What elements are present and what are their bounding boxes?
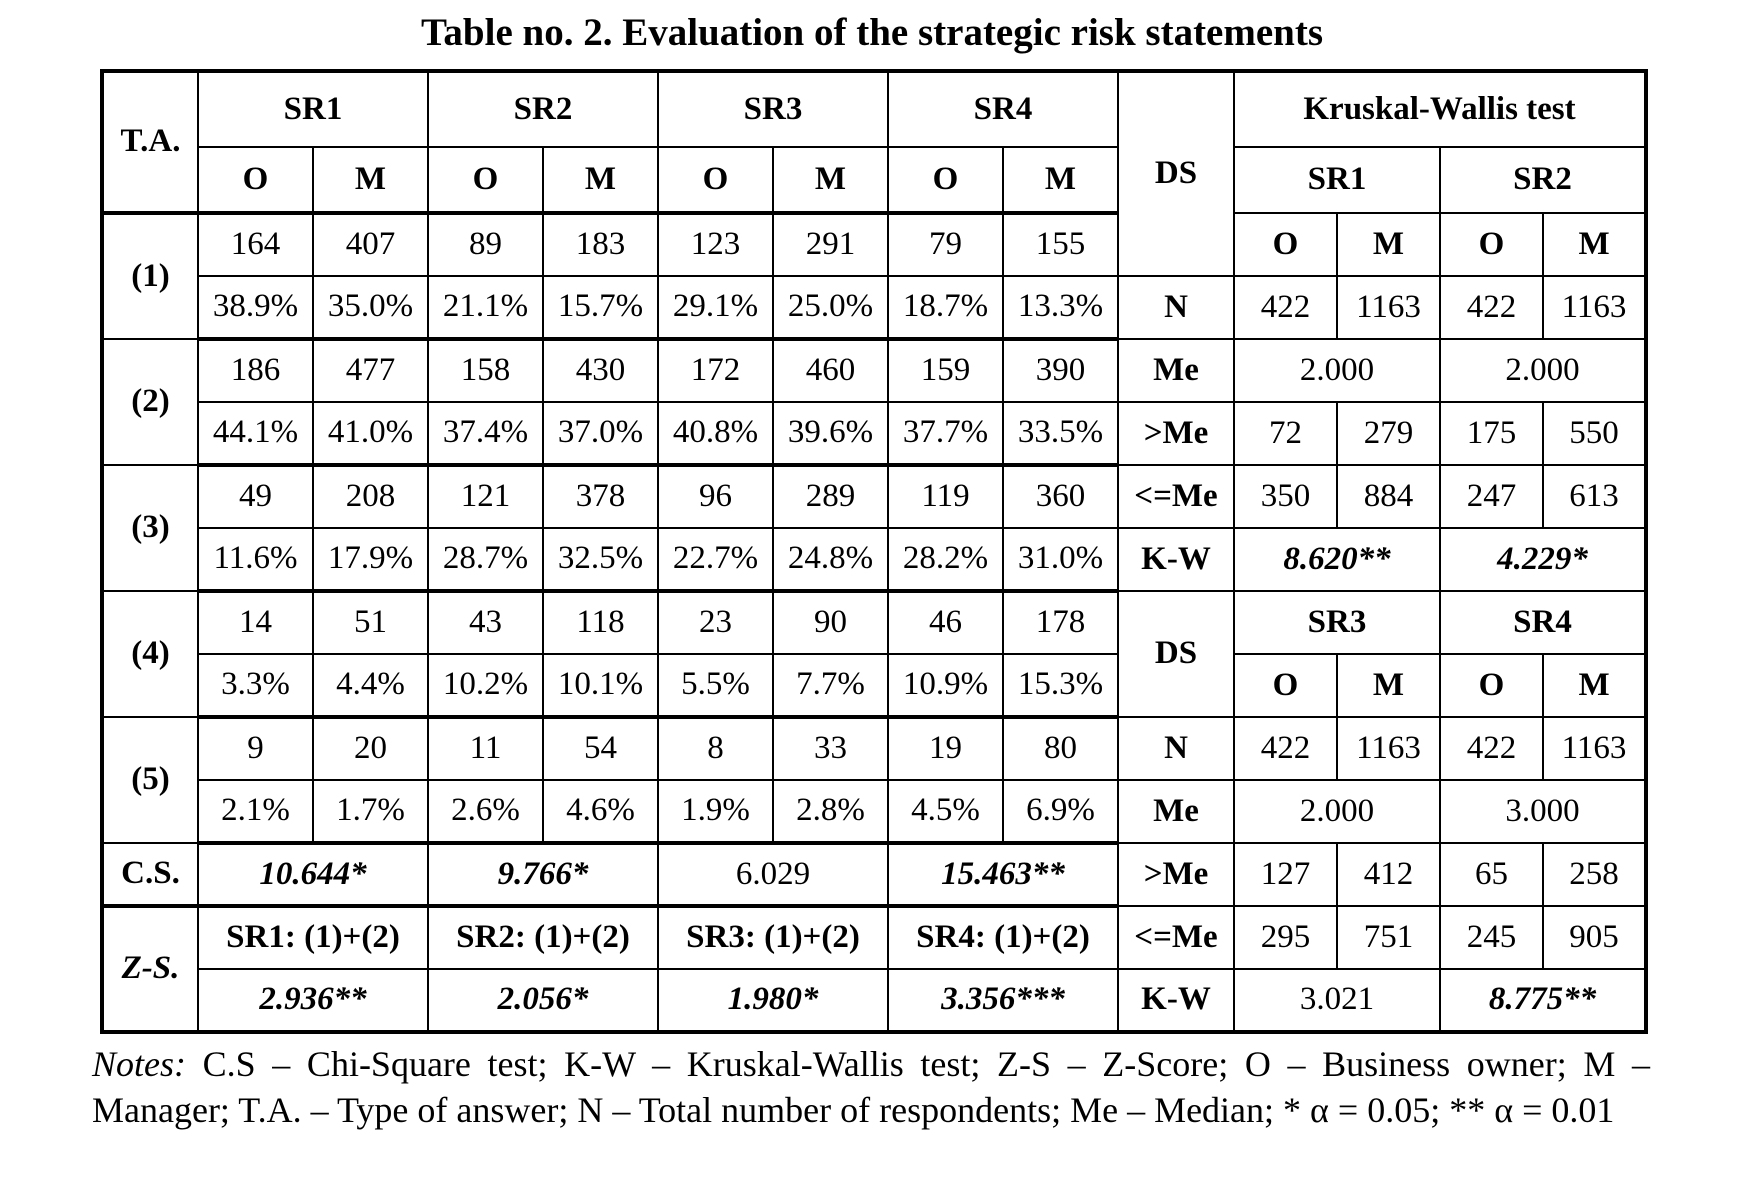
percent-cell: 17.9% xyxy=(313,528,428,591)
n-value: 1163 xyxy=(1543,276,1646,339)
kw-om-header: O xyxy=(1234,213,1337,276)
evaluation-table xyxy=(100,69,1648,1034)
count-cell: 43 xyxy=(428,591,543,654)
le-me-value: 245 xyxy=(1440,906,1543,969)
kw-sr-header: SR4 xyxy=(1440,591,1646,654)
gt-me-value: 550 xyxy=(1543,402,1646,465)
count-cell: 390 xyxy=(1003,339,1118,402)
sr-group-header: SR2 xyxy=(428,71,658,147)
le-me-value: 295 xyxy=(1234,906,1337,969)
percent-cell: 29.1% xyxy=(658,276,773,339)
count-cell: 33 xyxy=(773,717,888,780)
count-cell: 123 xyxy=(658,213,773,276)
count-cell: 19 xyxy=(888,717,1003,780)
stat-label: K-W xyxy=(1118,528,1234,591)
notes-body: C.S – Chi-Square test; K-W – Kruskal-Wallis test; Z-S – Z-Score; O – Business owner; M – Manager; T.A. – Type of answer; N – Total number of respondents; Me – Median; * α = 0.05; ** α = 0.01 xyxy=(92,1043,1651,1130)
om-header: M xyxy=(543,147,658,213)
count-cell: 155 xyxy=(1003,213,1118,276)
count-cell: 164 xyxy=(198,213,313,276)
percent-cell: 2.8% xyxy=(773,780,888,843)
zs-value: 2.056* xyxy=(428,969,658,1032)
count-cell: 20 xyxy=(313,717,428,780)
count-cell: 119 xyxy=(888,465,1003,528)
cs-label: C.S. xyxy=(102,843,198,906)
count-cell: 96 xyxy=(658,465,773,528)
cs-value: 9.766* xyxy=(428,843,658,906)
count-cell: 460 xyxy=(773,339,888,402)
gt-me-value: 127 xyxy=(1234,843,1337,906)
n-value: 1163 xyxy=(1337,717,1440,780)
le-me-value: 751 xyxy=(1337,906,1440,969)
percent-cell: 22.7% xyxy=(658,528,773,591)
le-me-value: 613 xyxy=(1543,465,1646,528)
kw-value: 3.021 xyxy=(1234,969,1440,1032)
percent-cell: 37.0% xyxy=(543,402,658,465)
om-header: O xyxy=(658,147,773,213)
zs-formula: SR3: (1)+(2) xyxy=(658,906,888,969)
om-header: M xyxy=(773,147,888,213)
om-header: M xyxy=(313,147,428,213)
ds-header: DS xyxy=(1118,591,1234,717)
kw-sr-header: SR2 xyxy=(1440,147,1646,213)
kw-om-header: M xyxy=(1543,213,1646,276)
count-cell: 89 xyxy=(428,213,543,276)
count-cell: 121 xyxy=(428,465,543,528)
kw-sr-header: SR1 xyxy=(1234,147,1440,213)
percent-cell: 1.9% xyxy=(658,780,773,843)
count-cell: 289 xyxy=(773,465,888,528)
answer-label: (4) xyxy=(102,591,198,717)
count-cell: 360 xyxy=(1003,465,1118,528)
count-cell: 79 xyxy=(888,213,1003,276)
count-cell: 54 xyxy=(543,717,658,780)
stat-label: K-W xyxy=(1118,969,1234,1032)
percent-cell: 39.6% xyxy=(773,402,888,465)
kw-sr-header: SR3 xyxy=(1234,591,1440,654)
ta-header: T.A. xyxy=(102,71,198,213)
percent-cell: 18.7% xyxy=(888,276,1003,339)
count-cell: 49 xyxy=(198,465,313,528)
zs-value: 2.936** xyxy=(198,969,428,1032)
n-value: 422 xyxy=(1234,717,1337,780)
gt-me-value: 72 xyxy=(1234,402,1337,465)
le-me-value: 905 xyxy=(1543,906,1646,969)
kw-test-header: Kruskal-Wallis test xyxy=(1234,71,1646,147)
percent-cell: 11.6% xyxy=(198,528,313,591)
count-cell: 158 xyxy=(428,339,543,402)
gt-me-value: 412 xyxy=(1337,843,1440,906)
answer-label: (3) xyxy=(102,465,198,591)
kw-value: 8.775** xyxy=(1440,969,1646,1032)
percent-cell: 38.9% xyxy=(198,276,313,339)
sr-group-header: SR3 xyxy=(658,71,888,147)
stat-label: Me xyxy=(1118,339,1234,402)
answer-label: (1) xyxy=(102,213,198,339)
stat-label: N xyxy=(1118,717,1234,780)
stat-label: <=Me xyxy=(1118,465,1234,528)
table-caption: Table no. 2. Evaluation of the strategic risk statements xyxy=(420,11,1324,54)
cs-value: 6.029 xyxy=(658,843,888,906)
cs-value: 15.463** xyxy=(888,843,1118,906)
percent-cell: 2.6% xyxy=(428,780,543,843)
count-cell: 23 xyxy=(658,591,773,654)
count-cell: 14 xyxy=(198,591,313,654)
percent-cell: 28.7% xyxy=(428,528,543,591)
om-header: O xyxy=(198,147,313,213)
gt-me-value: 175 xyxy=(1440,402,1543,465)
gt-me-value: 279 xyxy=(1337,402,1440,465)
le-me-value: 247 xyxy=(1440,465,1543,528)
om-header: O xyxy=(888,147,1003,213)
percent-cell: 40.8% xyxy=(658,402,773,465)
kw-om-header: O xyxy=(1234,654,1337,717)
gt-me-value: 258 xyxy=(1543,843,1646,906)
n-value: 1163 xyxy=(1543,717,1646,780)
percent-cell: 4.4% xyxy=(313,654,428,717)
percent-cell: 37.7% xyxy=(888,402,1003,465)
count-cell: 159 xyxy=(888,339,1003,402)
om-header: M xyxy=(1003,147,1118,213)
count-cell: 178 xyxy=(1003,591,1118,654)
stat-label: <=Me xyxy=(1118,906,1234,969)
count-cell: 172 xyxy=(658,339,773,402)
stat-label: >Me xyxy=(1118,402,1234,465)
percent-cell: 32.5% xyxy=(543,528,658,591)
count-cell: 8 xyxy=(658,717,773,780)
percent-cell: 10.1% xyxy=(543,654,658,717)
percent-cell: 37.4% xyxy=(428,402,543,465)
zs-formula: SR2: (1)+(2) xyxy=(428,906,658,969)
n-value: 422 xyxy=(1234,276,1337,339)
count-cell: 186 xyxy=(198,339,313,402)
count-cell: 291 xyxy=(773,213,888,276)
kw-value: 8.620** xyxy=(1234,528,1440,591)
percent-cell: 10.9% xyxy=(888,654,1003,717)
count-cell: 11 xyxy=(428,717,543,780)
percent-cell: 1.7% xyxy=(313,780,428,843)
percent-cell: 4.6% xyxy=(543,780,658,843)
percent-cell: 15.3% xyxy=(1003,654,1118,717)
percent-cell: 25.0% xyxy=(773,276,888,339)
sr-group-header: SR1 xyxy=(198,71,428,147)
percent-cell: 3.3% xyxy=(198,654,313,717)
percent-cell: 35.0% xyxy=(313,276,428,339)
kw-value: 4.229* xyxy=(1440,528,1646,591)
count-cell: 118 xyxy=(543,591,658,654)
gt-me-value: 65 xyxy=(1440,843,1543,906)
le-me-value: 884 xyxy=(1337,465,1440,528)
zs-value: 1.980* xyxy=(658,969,888,1032)
percent-cell: 7.7% xyxy=(773,654,888,717)
count-cell: 183 xyxy=(543,213,658,276)
count-cell: 208 xyxy=(313,465,428,528)
stat-label: N xyxy=(1118,276,1234,339)
percent-cell: 2.1% xyxy=(198,780,313,843)
count-cell: 80 xyxy=(1003,717,1118,780)
kw-om-header: M xyxy=(1543,654,1646,717)
percent-cell: 33.5% xyxy=(1003,402,1118,465)
count-cell: 407 xyxy=(313,213,428,276)
count-cell: 9 xyxy=(198,717,313,780)
percent-cell: 28.2% xyxy=(888,528,1003,591)
answer-label: (5) xyxy=(102,717,198,843)
percent-cell: 24.8% xyxy=(773,528,888,591)
percent-cell: 41.0% xyxy=(313,402,428,465)
kw-om-header: O xyxy=(1440,654,1543,717)
median-value: 2.000 xyxy=(1440,339,1646,402)
stat-label: >Me xyxy=(1118,843,1234,906)
count-cell: 477 xyxy=(313,339,428,402)
count-cell: 51 xyxy=(313,591,428,654)
zs-formula: SR1: (1)+(2) xyxy=(198,906,428,969)
percent-cell: 31.0% xyxy=(1003,528,1118,591)
sr-group-header: SR4 xyxy=(888,71,1118,147)
ds-header: DS xyxy=(1118,71,1234,276)
n-value: 422 xyxy=(1440,276,1543,339)
kw-om-header: M xyxy=(1337,213,1440,276)
zs-label: Z-S. xyxy=(102,906,198,1032)
count-cell: 90 xyxy=(773,591,888,654)
answer-label: (2) xyxy=(102,339,198,465)
median-value: 3.000 xyxy=(1440,780,1646,843)
median-value: 2.000 xyxy=(1234,780,1440,843)
percent-cell: 44.1% xyxy=(198,402,313,465)
percent-cell: 4.5% xyxy=(888,780,1003,843)
n-value: 1163 xyxy=(1337,276,1440,339)
cs-value: 10.644* xyxy=(198,843,428,906)
notes xyxy=(92,1042,1650,1133)
percent-cell: 15.7% xyxy=(543,276,658,339)
percent-cell: 5.5% xyxy=(658,654,773,717)
kw-om-header: O xyxy=(1440,213,1543,276)
median-value: 2.000 xyxy=(1234,339,1440,402)
percent-cell: 13.3% xyxy=(1003,276,1118,339)
kw-om-header: M xyxy=(1337,654,1440,717)
count-cell: 46 xyxy=(888,591,1003,654)
zs-formula: SR4: (1)+(2) xyxy=(888,906,1118,969)
om-header: O xyxy=(428,147,543,213)
n-value: 422 xyxy=(1440,717,1543,780)
percent-cell: 21.1% xyxy=(428,276,543,339)
zs-value: 3.356*** xyxy=(888,969,1118,1032)
notes-prefix: Notes: xyxy=(92,1043,186,1084)
percent-cell: 6.9% xyxy=(1003,780,1118,843)
count-cell: 378 xyxy=(543,465,658,528)
percent-cell: 10.2% xyxy=(428,654,543,717)
stat-label: Me xyxy=(1118,780,1234,843)
le-me-value: 350 xyxy=(1234,465,1337,528)
count-cell: 430 xyxy=(543,339,658,402)
